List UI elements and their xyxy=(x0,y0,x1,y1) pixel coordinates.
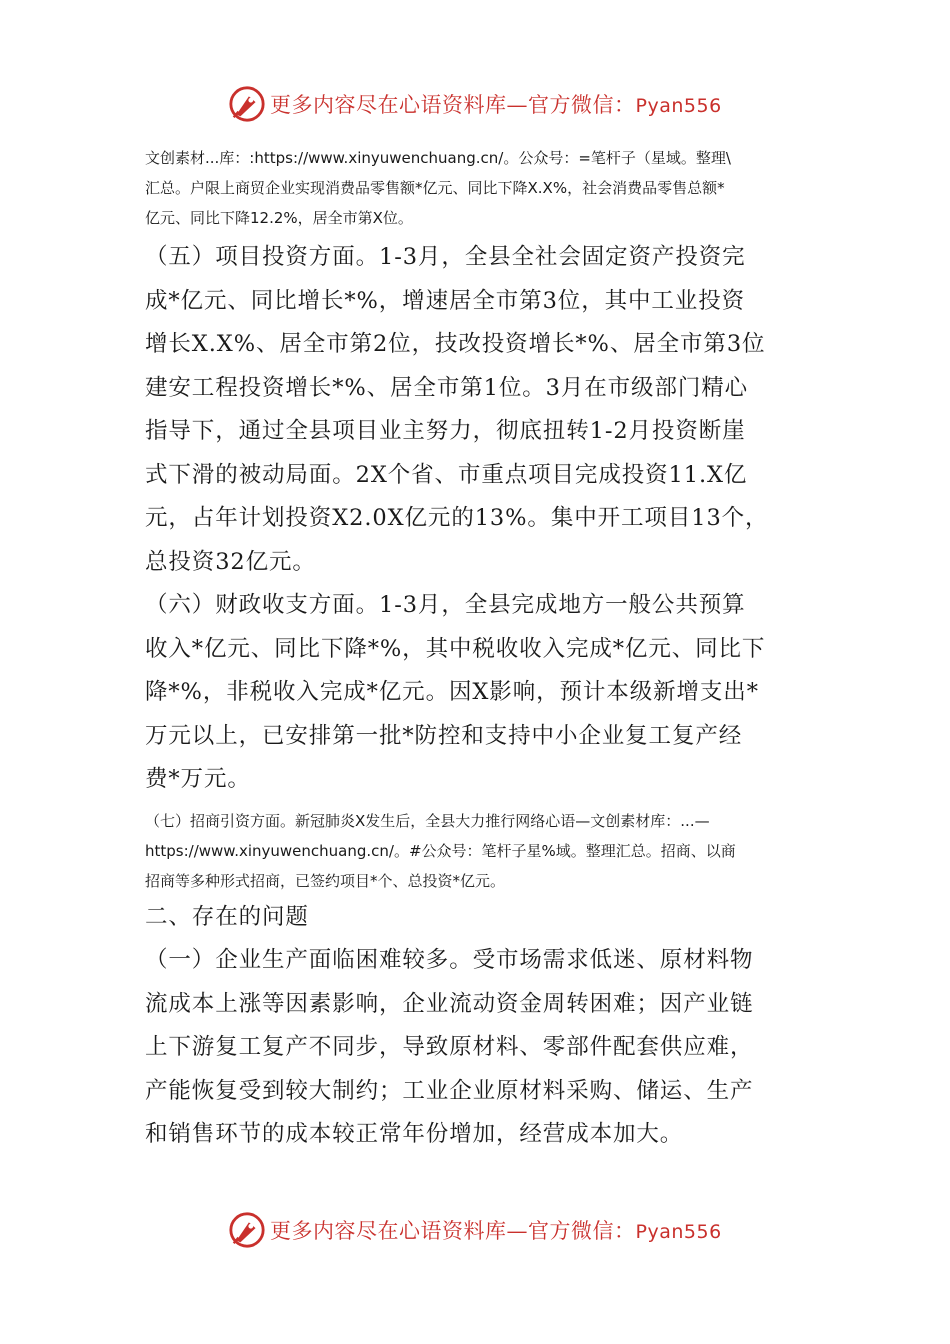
intro-paragraph xyxy=(145,143,810,233)
text-line: 上下游复工复产不同步，导致原材料、零部件配套供应难， xyxy=(145,1034,754,1060)
pen-nib-logo-icon xyxy=(228,85,266,123)
section-title: 二、存在的问题 xyxy=(145,903,309,930)
paragraph-enterprise-difficulty xyxy=(145,939,810,1157)
banner-text xyxy=(270,89,722,119)
text-line: 指导下，通过全县项目业主努力，彻底扭转1-2月投资断崖 xyxy=(145,418,746,444)
text-line: 招商等多种形式招商，已签约项目*个、总投资*亿元。 xyxy=(145,871,506,890)
text-line: 降*%，非税收入完成*亿元。因X影响，预计本级新增支出* xyxy=(145,679,759,705)
text-line: 成*亿元、同比增长*%，增速居全市第3位，其中工业投资 xyxy=(145,287,745,314)
text-line: 汇总。户限上商贸企业实现消费品零售额*亿元、同比下降X.X%，社会消费品零售总额* xyxy=(145,179,725,197)
document-body xyxy=(145,143,810,1157)
footer-banner xyxy=(228,1210,722,1250)
text-line: 收入*亿元、同比下降*%，其中税收收入完成*亿元、同比下 xyxy=(145,635,766,662)
text-line: 元，占年计划投资X2.0X亿元的13%。集中开工项目13个， xyxy=(145,505,769,531)
text-line: 总投资32亿元。 xyxy=(145,548,316,575)
text-line: （五）项目投资方面。1-3月，全县全社会固定资产投资完 xyxy=(145,244,746,270)
text-line: 流成本上涨等因素影响，企业流动资金周转困难；因产业链 xyxy=(145,990,754,1017)
banner-text xyxy=(270,1215,722,1245)
header-banner xyxy=(228,84,722,124)
text-line: （一）企业生产面临困难较多。受市场需求低迷、原材料物 xyxy=(145,947,754,973)
banner-wechat-id: Pyan556 xyxy=(635,95,722,117)
text-line: 文创素材...库：:https://www.xinyuwenchuang.cn/。公众号：=笔杆子（星域。整理\ xyxy=(145,149,731,167)
text-line: 增长X.X%、居全市第2位，技改投资增长*%、居全市第3位 xyxy=(145,331,766,357)
text-line: 和销售环节的成本较正常年份增加，经营成本加大。 xyxy=(145,1121,684,1147)
text-line: 产能恢复受到较大制约；工业企业原材料采购、储运、生产 xyxy=(145,1077,754,1104)
paragraph-project-investment xyxy=(145,236,810,584)
paragraph-fiscal xyxy=(145,584,810,802)
text-line: 万元以上，已安排第一批*防控和支持中小企业复工复产经 xyxy=(145,722,743,749)
text-line: 亿元、同比下降12.2%，居全市第X位。 xyxy=(145,209,413,227)
text-line: https://www.xinyuwenchuang.cn/。#公众号：笔杆子星%域。整理汇总。招商、以商 xyxy=(145,841,736,860)
text-line: 建安工程投资增长*%、居全市第1位。3月在市级部门精心 xyxy=(145,374,749,401)
banner-label: 更多内容尽在心语资料库—官方微信： xyxy=(270,1219,636,1243)
banner-label: 更多内容尽在心语资料库—官方微信： xyxy=(270,93,636,117)
banner-wechat-id: Pyan556 xyxy=(635,1221,722,1243)
text-line: （六）财政收支方面。1-3月，全县完成地方一般公共预算 xyxy=(145,592,746,618)
text-line: （七）招商引资方面。新冠肺炎X发生后，全县大力推行网络心语—文创素材库：...— xyxy=(145,811,710,830)
text-line: 式下滑的被动局面。2X个省、市重点项目完成投资11.X亿 xyxy=(145,461,748,488)
text-line: 费*万元。 xyxy=(145,766,251,792)
pen-nib-logo-icon xyxy=(228,1211,266,1249)
paragraph-investment-promotion xyxy=(145,806,810,896)
